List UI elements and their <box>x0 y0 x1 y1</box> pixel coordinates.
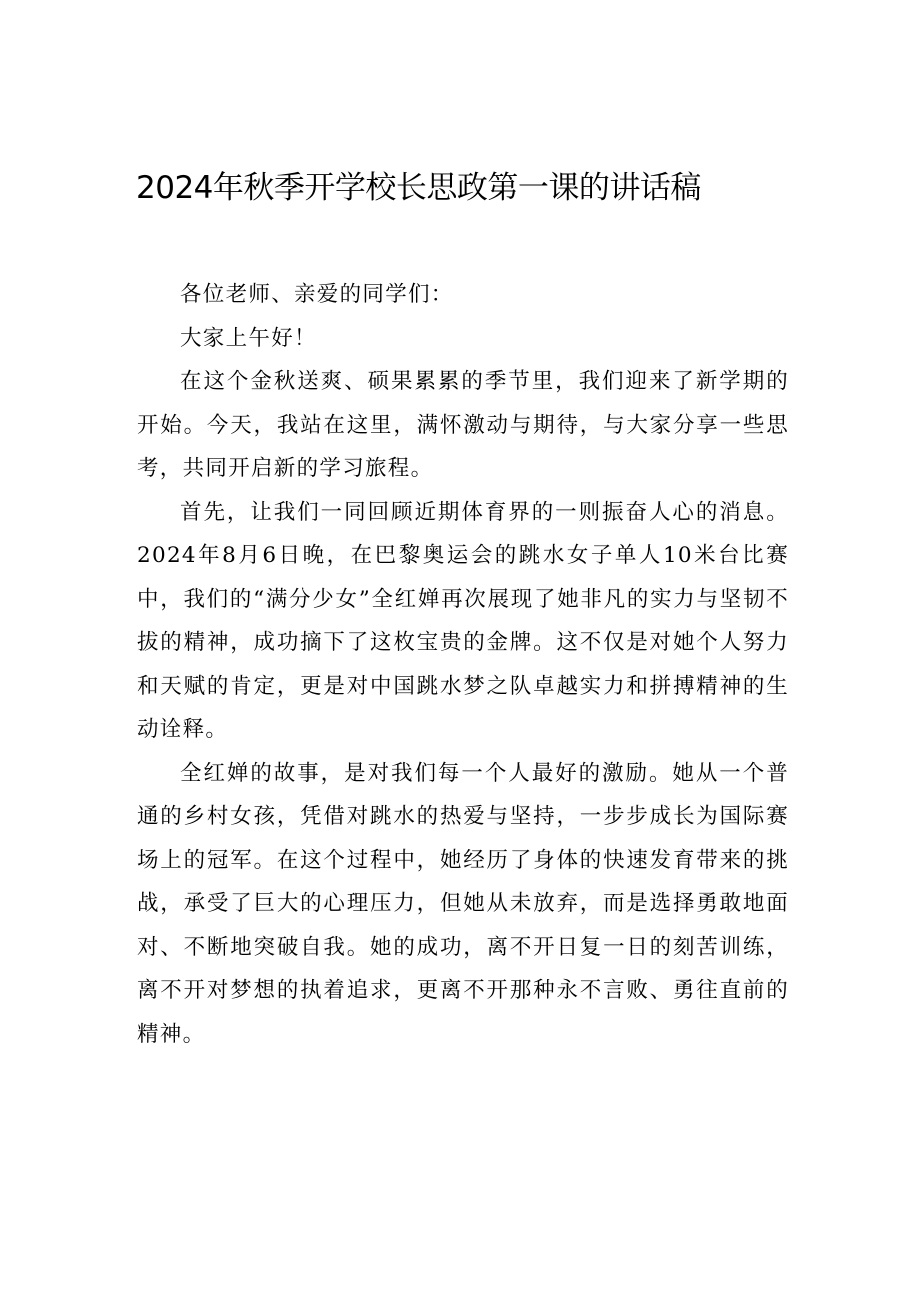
paragraph-greeting: 各位老师、亲爱的同学们： <box>180 282 454 307</box>
paragraph-olympic-news: 首先，让我们一同回顾近期体育界的一则振奋人心的消息。2024年8月6日晚，在巴黎奥运会的跳水女子单人10米台比赛中，我们的“满分少女”全红婵再次展现了她非凡的实力与坚韧不拔的精神，成功摘下了这枚宝贵的金牌。这不仅是对她个人努力和天赋的肯定，更是对中国跳水梦之队卓越实力和拼搏精神的生动诠释。 <box>137 499 789 742</box>
document-title: 2024年秋季开学校长思政第一课的讲话稿 <box>136 170 701 206</box>
paragraph-salutation: 大家上午好！ <box>180 325 317 351</box>
paragraph-inspiration: 全红婵的故事，是对我们每一个人最好的激励。她从一个普通的乡村女孩，凭借对跳水的热爱与坚持，一步步成长为国际赛场上的冠军。在这个过程中，她经历了身体的快速发育带来的挑战，承受了巨大的心理压力，但她从未放弃，而是选择勇敢地面对、不断地突破自我。她的成功，离不开日复一日的刻苦训练，离不开对梦想的执着追求，更离不开那种永不言败、勇往直前的精神。 <box>137 760 789 1047</box>
document-body <box>137 273 789 1056</box>
paragraph-opening: 在这个金秋送爽、硕果累累的季节里，我们迎来了新学期的开始。今天，我站在这里，满怀激动与期待，与大家分享一些思考，共同开启新的学习旅程。 <box>137 369 789 481</box>
